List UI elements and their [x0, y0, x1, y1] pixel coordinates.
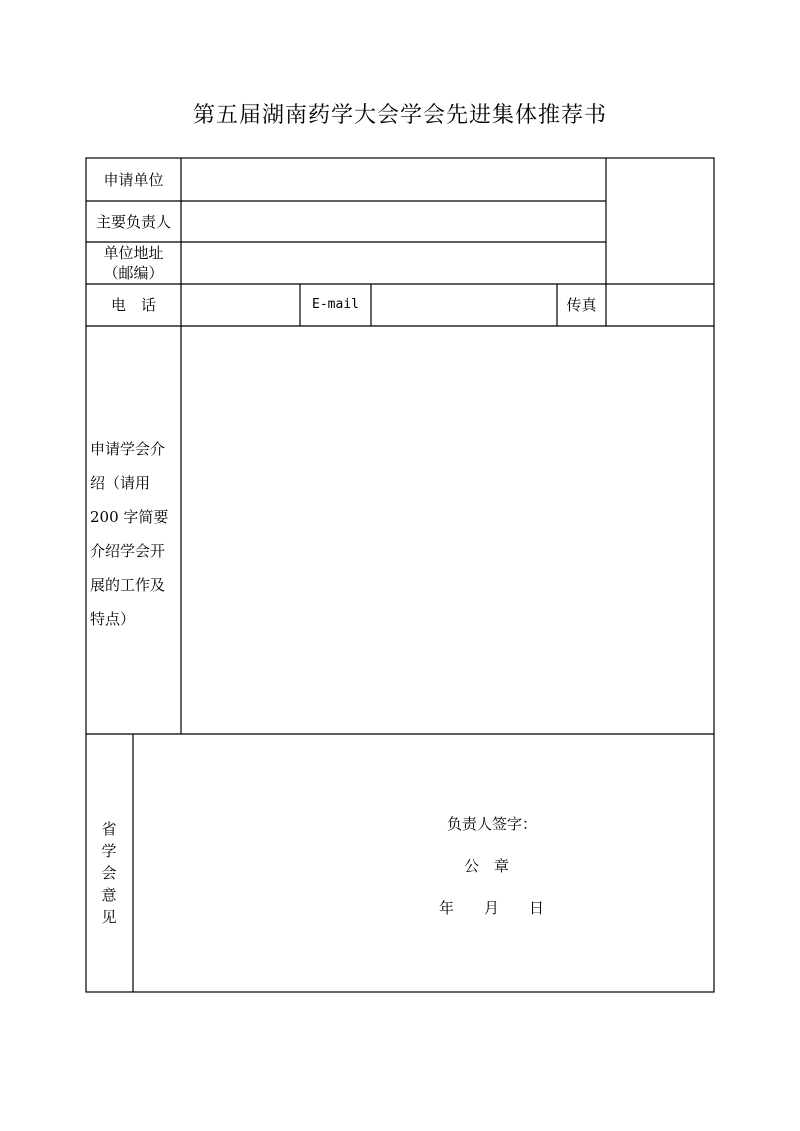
intro-line: 展的工作及: [90, 576, 166, 594]
opinion-char: 会: [101, 864, 117, 882]
intro-label: [90, 432, 176, 636]
intro-line: 申请学会介: [90, 440, 166, 458]
intro-field[interactable]: [181, 326, 714, 734]
phone-label: 电 话: [110, 296, 156, 314]
email-field[interactable]: [371, 284, 557, 326]
opinion-char: 省: [101, 820, 117, 838]
applicant-label: 申请单位: [103, 170, 164, 189]
intro-line: 绍（请用: [90, 474, 151, 492]
phone-field[interactable]: [181, 284, 300, 326]
applicant-field[interactable]: [181, 158, 606, 201]
address-label-line1: 单位地址: [103, 244, 164, 262]
opinion-field[interactable]: [133, 734, 714, 992]
seal-label: 公 章: [464, 857, 510, 875]
intro-line: 特点）: [90, 610, 136, 628]
date-label: 年 月 日: [439, 899, 545, 917]
opinion-label: [86, 818, 132, 928]
email-label: E-mail: [312, 297, 359, 312]
address-field[interactable]: [181, 242, 606, 284]
opinion-char: 见: [101, 908, 117, 926]
address-label-line2: （邮编）: [103, 264, 164, 282]
leader-label: 主要负责人: [95, 212, 171, 231]
form-title: 第五届湖南药学大会学会先进集体推荐书: [192, 103, 607, 128]
fax-label: 传真: [566, 296, 597, 314]
intro-line: 200 字简要: [90, 508, 169, 526]
intro-line: 介绍学会开: [90, 542, 166, 560]
fax-field[interactable]: [606, 284, 714, 326]
photo-box[interactable]: [606, 158, 714, 284]
address-label: [86, 242, 181, 284]
opinion-char: 意: [101, 886, 117, 904]
signature-label: 负责人签字：: [447, 815, 538, 833]
leader-field[interactable]: [181, 201, 606, 242]
opinion-char: 学: [101, 842, 117, 860]
